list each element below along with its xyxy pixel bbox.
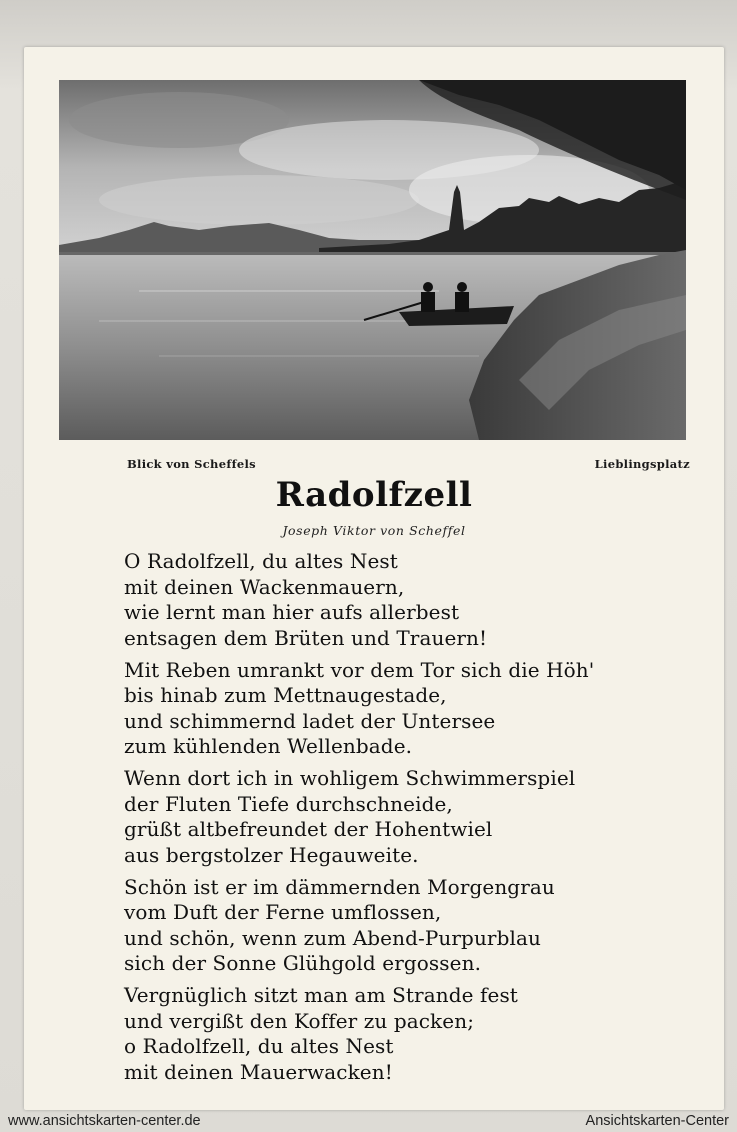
poem-line: vom Duft der Ferne umflossen, <box>124 900 442 924</box>
postcard <box>24 47 724 1110</box>
photo-caption-left: Blick von Scheffels <box>127 457 256 471</box>
poem-line: aus bergstolzer Hegauweite. <box>124 842 419 867</box>
stanza <box>124 875 684 977</box>
footer-brand: Ansichtskarten-Center <box>585 1113 729 1129</box>
stanza <box>124 766 684 868</box>
poem-line: wie lernt man hier aufs allerbest <box>124 600 460 624</box>
poem-line: O Radolfzell, du altes Nest <box>124 549 398 573</box>
poem-title: Radolfzell <box>275 475 473 515</box>
poem-line: grüßt altbefreundet der Hohentwiel <box>124 817 493 841</box>
poem-line: mit deinen Mauerwacken! <box>124 1059 393 1084</box>
stanza <box>124 983 684 1085</box>
poem-body <box>124 549 684 1092</box>
photo-caption-right: Lieblingsplatz <box>594 457 690 471</box>
poem-line: zum kühlenden Wellenbade. <box>124 734 413 758</box>
poem-line: entsagen dem Brüten und Trauern! <box>124 625 488 650</box>
poem-line: und vergißt den Koffer zu packen; <box>124 1008 475 1033</box>
poem-author: Joseph Viktor von Scheffel <box>282 523 466 538</box>
footer-url: www.ansichtskarten-center.de <box>8 1113 201 1129</box>
poem-line: der Fluten Tiefe durchschneide, <box>124 791 453 816</box>
poem-line: sich der Sonne Glühgold ergossen. <box>124 951 482 975</box>
poem-line: und schimmernd ladet der Untersee <box>124 708 496 733</box>
poem-line: bis hinab zum Mettnaugestade, <box>124 683 447 707</box>
poem-line: und schön, wenn zum Abend-Purpurblau <box>124 925 541 950</box>
poem-line: Mit Reben umrankt vor dem Tor sich die Höh' <box>124 657 595 682</box>
poem-line: Wenn dort ich in wohligem Schwimmerspiel <box>124 766 576 790</box>
poem-line: Schön ist er im dämmernden Morgengrau <box>124 874 555 899</box>
poem-line: mit deinen Wackenmauern, <box>124 574 405 599</box>
stanza <box>124 658 684 760</box>
stanza <box>124 549 684 651</box>
poem-line: Vergnüglich sitzt man am Strande fest <box>124 983 518 1007</box>
poem-line: o Radolfzell, du altes Nest <box>124 1034 394 1058</box>
lake-photo <box>59 80 686 440</box>
